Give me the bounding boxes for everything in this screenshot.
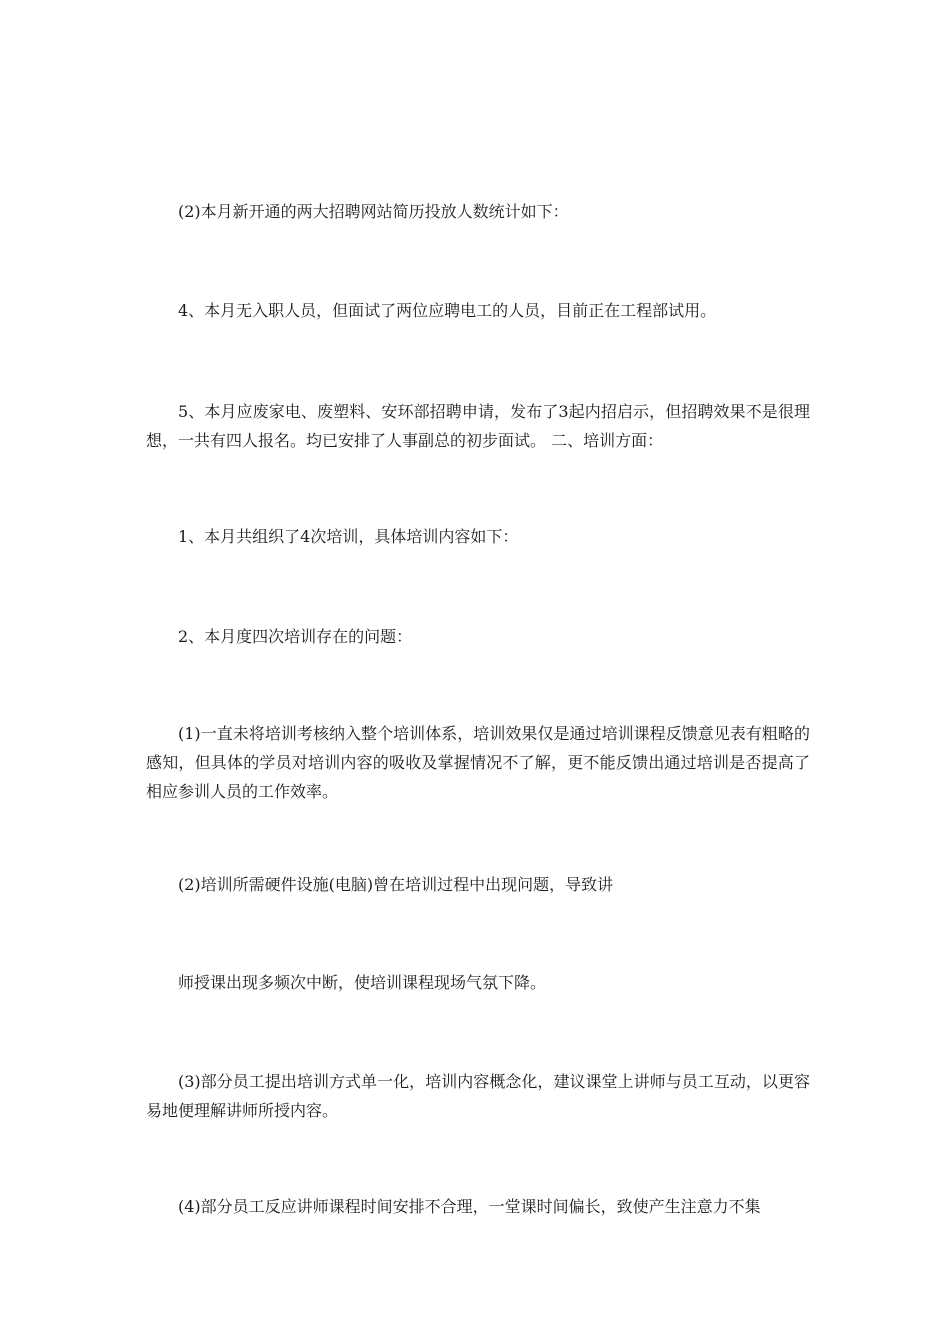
paragraph-issue-2: (2)培训所需硬件设施(电脑)曾在培训过程中出现问题，导致讲 — [178, 875, 614, 894]
paragraph-recruitment-websites: (2)本月新开通的两大招聘网站简历投放人数统计如下： — [178, 202, 569, 221]
paragraph-no-new-hires: 4、本月无入职人员，但面试了两位应聘电工的人员，目前正在工程部试用。 — [178, 301, 717, 320]
paragraph-issue-4: (4)部分员工反应讲师课程时间安排不合理，一堂课时间偏长，致使产生注意力不集 — [178, 1197, 761, 1216]
paragraph-training-count: 1、本月共组织了4次培训，具体培训内容如下： — [178, 527, 519, 546]
paragraph-training-issues-heading: 2、本月度四次培训存在的问题： — [178, 627, 413, 646]
paragraph-issue-3: (3)部分员工提出培训方式单一化，培训内容概念化，建议课堂上讲师与员工互动，以更容易地便理解讲师所授内容。 — [146, 1072, 810, 1120]
paragraph-issue-2-continued: 师授课出现多频次中断，使培训课程现场气氛下降。 — [178, 973, 547, 992]
paragraph-internal-recruitment: 5、本月应废家电、废塑料、安环部招聘申请，发布了3起内招启示，但招聘效果不是很理想，一共有四人报名。均已安排了人事副总的初步面试。 二、培训方面： — [146, 402, 810, 450]
paragraph-issue-1: (1)一直未将培训考核纳入整个培训体系，培训效果仅是通过培训课程反馈意见表有粗略的感知，但具体的学员对培训内容的吸收及掌握情况不了解，更不能反馈出通过培训是否提高了相应参训人员的工作效率。 — [146, 724, 810, 801]
